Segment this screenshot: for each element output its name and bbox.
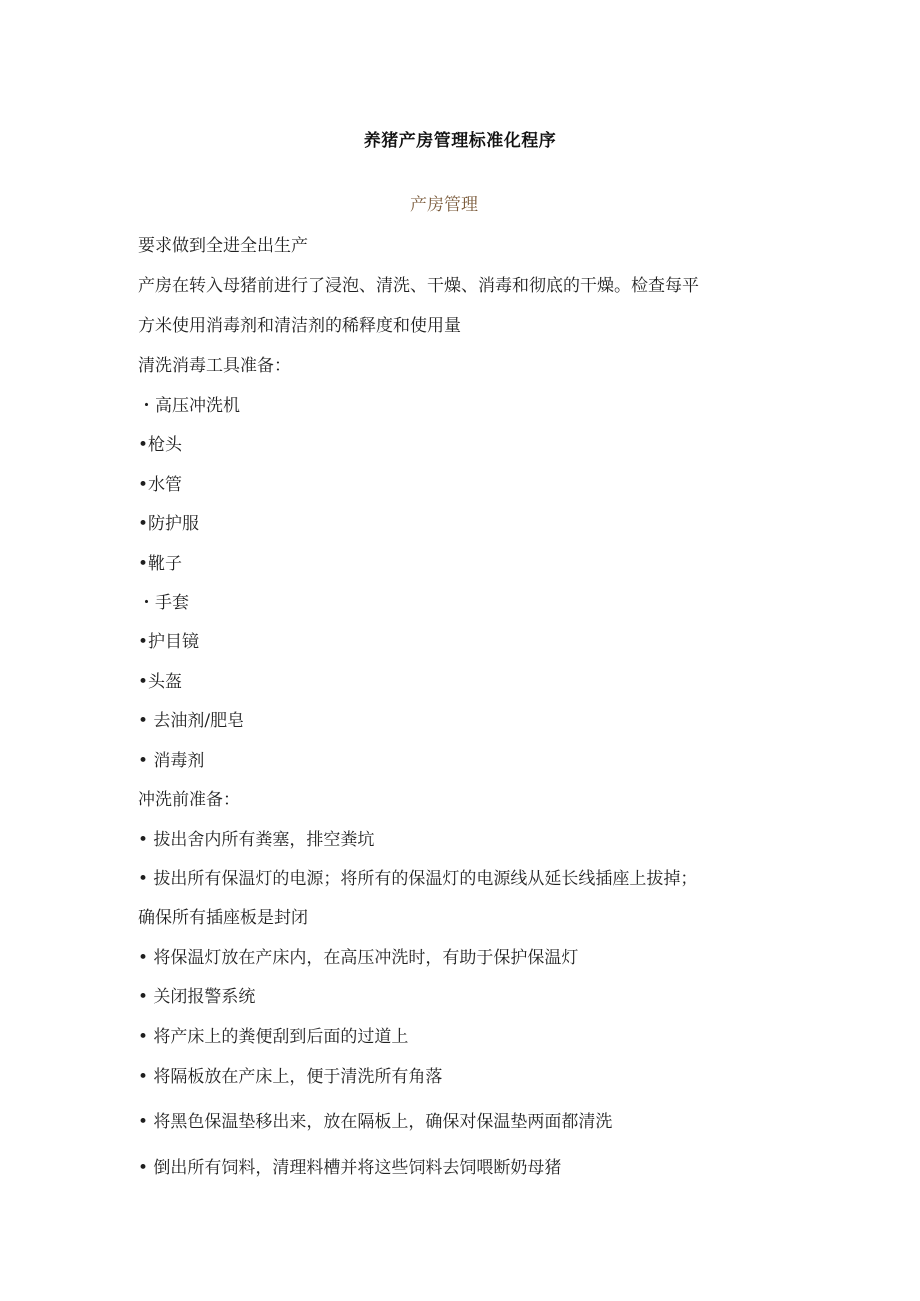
- text-line: 要求做到全进全出生产: [138, 236, 308, 256]
- list-item: •防护服: [138, 514, 200, 534]
- text-line: 方米使用消毒剂和清洁剂的稀释度和使用量: [138, 316, 461, 336]
- list-item: • 拔出所有保温灯的电源；将所有的保温灯的电源线从延长线插座上拔掉；: [138, 869, 698, 889]
- section-heading: 产房管理: [410, 195, 478, 215]
- list-item: ・高压冲洗机: [138, 396, 240, 416]
- list-item: ・手套: [138, 593, 189, 613]
- list-item: •水管: [138, 475, 183, 495]
- list-item: • 将保温灯放在产床内，在高压冲洗时，有助于保护保温灯: [138, 948, 579, 968]
- list-item: • 倒出所有饲料，清理料槽并将这些饲料去饲喂断奶母猪: [138, 1158, 562, 1178]
- list-item: •头盔: [138, 672, 183, 692]
- list-item: • 将黑色保温垫移出来，放在隔板上，确保对保温垫两面都清洗: [138, 1112, 613, 1132]
- text-line: 冲洗前准备：: [138, 790, 240, 810]
- text-line: 清洗消毒工具准备：: [138, 356, 291, 376]
- text-line: 确保所有插座板是封闭: [138, 908, 308, 928]
- list-item: • 关闭报警系统: [138, 987, 256, 1007]
- text-line: 产房在转入母猪前进行了浸泡、清洗、干燥、消毒和彻底的干燥。检查每平: [138, 276, 699, 296]
- list-item: • 去油剂/肥皂: [138, 711, 245, 731]
- list-item: •靴子: [138, 554, 183, 574]
- list-item: • 消毒剂: [138, 751, 205, 771]
- document-title: 养猪产房管理标准化程序: [363, 131, 557, 151]
- list-item: • 将产床上的粪便刮到后面的过道上: [138, 1027, 409, 1047]
- list-item: • 拔出舍内所有粪塞，排空粪坑: [138, 830, 375, 850]
- list-item: •枪头: [138, 435, 183, 455]
- list-item: • 将隔板放在产床上，便于清洗所有角落: [138, 1067, 443, 1087]
- list-item: •护目镜: [138, 632, 200, 652]
